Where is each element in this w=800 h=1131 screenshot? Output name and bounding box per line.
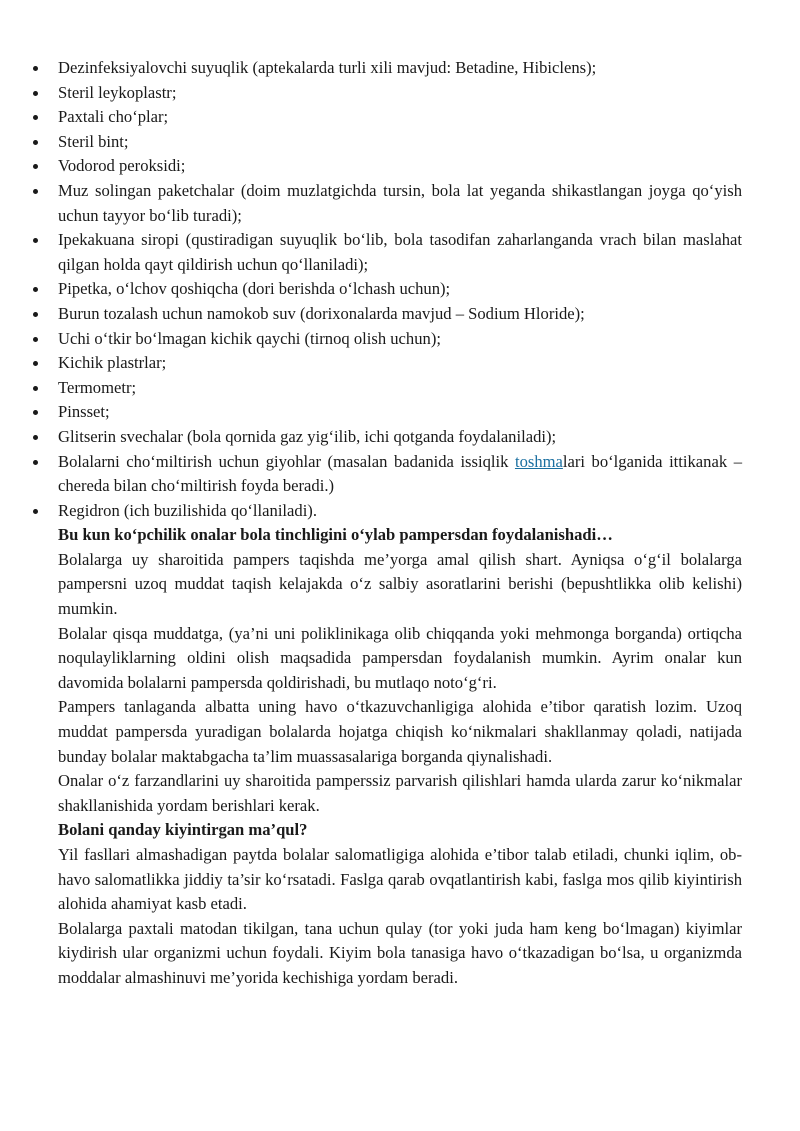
section-heading-clothing: Bolani qanday kiyintirgan ma’qul?	[58, 820, 308, 840]
paragraph: Bolalar qisqa muddatga, (ya’ni uni poliklinikaga olib chiqqanda yoki mehmonga borganda) ortiqcha noqulayliklarning oldini olish maqsadida pampersdan foydalanish mumkin. Ayrim onalar kun davomida bolalarni pampersda qoldirishadi, bu mutlaqo noto‘g‘ri.	[58, 623, 742, 692]
paragraph: Pampers tanlaganda albatta uning havo o‘tkazuvchanligiga alohida e’tibor qaratish lozim. Uzoq muddat pampersda yuradigan bolalarda hojatga chiqish ko‘nikmalari shakllanmay qoladi, natijada bunday bolalar maktabgacha ta’lim muassasalariga borganda qiynalishadi.	[58, 697, 742, 766]
supply-list	[58, 56, 742, 523]
list-item: Pinsset;	[58, 400, 742, 425]
paragraph: Bolalarga paxtali matodan tikilgan, tana uchun qulay (tor yoki juda ham keng bo‘lmagan) kiyimlar kiydirish ular organizmi uchun foydali. Kiyim bola tanasiga havo o‘tkazadigan bo‘lsa, u organizmda moddalar almashinuvi me’yorida kechishiga yordam beradi.	[58, 918, 742, 987]
list-item: Dezinfeksiyalovchi suyuqlik (aptekalarda turli xili mavjud: Betadine, Hibiclens);	[58, 56, 742, 81]
list-item: Paxtali cho‘plar;	[58, 105, 742, 130]
toshma-link[interactable]: toshma	[514, 451, 563, 471]
list-item: Kichik plastrlar;	[58, 351, 742, 376]
section-heading-pampers: Bu kun ko‘pchilik onalar bola tinchligini o‘ylab pampersdan foydalanishadi…	[58, 525, 613, 545]
paragraph: Bolalarga uy sharoitida pampers taqishda me’yorga amal qilish shart. Ayniqsa o‘g‘il bolalarga pampersni uzoq muddat taqish kelajakda o‘z salbiy asoratlarini berishi (bepushtlikka olib kelishi) mumkin.	[58, 549, 742, 619]
document-body	[58, 56, 742, 991]
paragraph: Onalar o‘z farzandlarini uy sharoitida pamperssiz parvarish qilishlari hamda ularda zarur ko‘nikmalar shakllanishida yordam berishlari kerak.	[58, 771, 742, 815]
list-item: Muz solingan paketchalar (doim muzlatgichda tursin, bola lat yeganda shikastlangan joyga qo‘yish uchun tayyor bo‘lib turadi);	[58, 179, 742, 228]
list-item: Burun tozalash uchun namokob suv (dorixonalarda mavjud – Sodium Hloride);	[58, 302, 742, 327]
list-item-text-before: Bolalarni cho‘miltirish uchun giyohlar (masalan badanida issiqlik	[58, 451, 515, 471]
list-item-with-link	[58, 450, 742, 499]
list-item-text-after: lari bo‘lganida ittikanak – chereda bilan cho‘miltirish foyda beradi.)	[58, 451, 742, 496]
list-item: Glitserin svechalar (bola qornida gaz yig‘ilib, ichi qotganda foydalaniladi);	[58, 425, 742, 450]
list-item: Regidron (ich buzilishida qo‘llaniladi).	[58, 499, 742, 524]
list-item: Ipekakuana siropi (qustiradigan suyuqlik bo‘lib, bola tasodifan zaharlanganda vrach bilan maslahat qilgan holda qayt qildirish uchun qo‘llaniladi);	[58, 228, 742, 277]
list-item: Termometr;	[58, 376, 742, 401]
list-item: Steril leykoplastr;	[58, 81, 742, 106]
list-item: Pipetka, o‘lchov qoshiqcha (dori berishda o‘lchash uchun);	[58, 277, 742, 302]
list-item: Uchi o‘tkir bo‘lmagan kichik qaychi (tirnoq olish uchun);	[58, 327, 742, 352]
list-item: Vodorod peroksidi;	[58, 154, 742, 179]
list-item: Steril bint;	[58, 130, 742, 155]
paragraph: Yil fasllari almashadigan paytda bolalar salomatligiga alohida e’tibor talab etiladi, chunki iqlim, ob-havo salomatlikka jiddiy ta’sir ko‘rsatadi. Faslga qarab ovqatlantirish kabi, faslga mos qilib kiyintirish alohida ahamiyat kasb etadi.	[58, 845, 742, 914]
